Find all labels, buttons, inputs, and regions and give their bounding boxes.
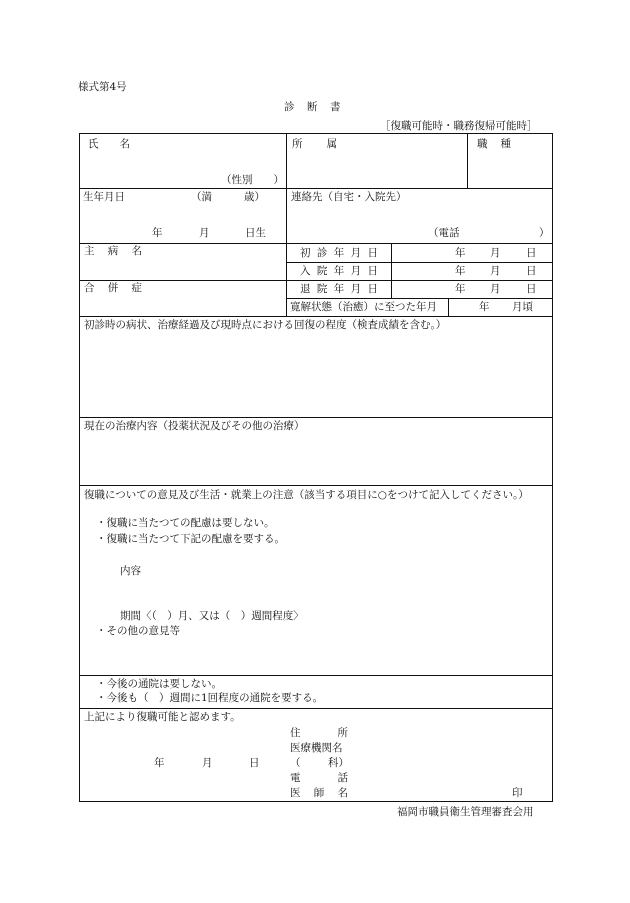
first-visit-month: 月 <box>490 247 501 259</box>
institution-label: 医療機関名 <box>290 742 343 754</box>
document-subtitle: ［復職可能時・職務復帰可能時］ <box>380 120 538 132</box>
divider <box>79 188 553 189</box>
complication-label: 合 併 症 <box>84 282 142 294</box>
divider <box>286 280 553 281</box>
age-close: 歳） <box>244 191 265 203</box>
discharge-day: 日 <box>526 283 537 295</box>
birth-month: 月 <box>199 227 210 239</box>
department-close: 科） <box>328 757 349 769</box>
doctor-phone-label: 電 話 <box>290 772 348 784</box>
no-visit-item: ・今後の通院は要しない。 <box>96 678 222 690</box>
divider <box>448 298 449 316</box>
no-consideration-item: ・復職に当たつての配慮は要しない。 <box>96 517 275 529</box>
opinion-section-label: 復職についての意見及び生活・就業上の注意（該当する項目に○をつけて記入してください。） <box>84 489 529 501</box>
treatment-section-label: 現在の治療内容（投薬状況及びその他の治療） <box>84 420 305 432</box>
birth-date-label: 生年月日 <box>83 191 125 203</box>
doctor-name-label: 医 師 名 <box>290 787 348 799</box>
divider <box>79 280 286 281</box>
admission-year: 年 <box>455 265 466 277</box>
first-visit-day: 日 <box>526 247 537 259</box>
admission-label: 入 院 年 月 日 <box>300 265 378 277</box>
footer-text: 福岡市職員衛生管理審査会用 <box>397 806 534 818</box>
divider <box>391 243 392 298</box>
affiliation-label: 所 属 <box>292 138 337 150</box>
divider <box>79 485 553 486</box>
discharge-label: 退 院 年 月 日 <box>300 283 378 295</box>
admission-day: 日 <box>526 265 537 277</box>
divider <box>286 262 553 263</box>
visit-required-item: ・今後も（ ）週間に1回程度の通院を要する。 <box>96 692 324 704</box>
doctor-address-label: 住 所 <box>290 727 348 739</box>
divider <box>79 316 553 317</box>
contact-label: 連絡先（自宅・入院先） <box>291 191 407 203</box>
phone-close: ） <box>539 227 550 239</box>
remission-month: 月頃 <box>512 301 533 313</box>
discharge-year: 年 <box>455 283 466 295</box>
divider <box>79 243 553 244</box>
divider <box>79 675 553 676</box>
first-visit-year: 年 <box>455 247 466 259</box>
divider <box>286 133 287 316</box>
remission-year: 年 <box>479 301 490 313</box>
divider <box>286 298 553 299</box>
name-label: 氏 名 <box>88 138 130 150</box>
birth-day: 日生 <box>245 227 266 239</box>
discharge-month: 月 <box>490 283 501 295</box>
birth-year: 年 <box>152 227 163 239</box>
other-opinion-item: ・その他の意見等 <box>96 625 180 637</box>
remission-label: 寛解状態（治癒）に至つた年月 <box>290 301 437 313</box>
form-number: 様式第4号 <box>78 81 127 93</box>
history-section-label: 初診時の病状、治療経過及び現時点における回復の程度（検査成績を含む。） <box>84 319 447 331</box>
consideration-needed-item: ・復職に当たつて下記の配慮を要する。 <box>96 533 285 545</box>
sign-month: 月 <box>202 757 213 769</box>
admission-month: 月 <box>490 265 501 277</box>
diagnosis-label: 主 病 名 <box>84 245 142 257</box>
document-title: 診 断 書 <box>284 101 342 113</box>
seal-label: 印 <box>512 787 523 799</box>
divider <box>79 417 553 418</box>
content-label: 内容 <box>120 565 141 577</box>
period-text: 期間〈（ ）月、又は（ ）週間程度〉 <box>120 610 304 622</box>
divider <box>467 133 468 188</box>
sign-year: 年 <box>154 757 165 769</box>
department-open: （ <box>290 757 301 769</box>
gender-label: （性別 ） <box>221 174 284 186</box>
phone-label: （電話 <box>428 227 460 239</box>
first-visit-label: 初 診 年 月 日 <box>300 247 378 259</box>
divider <box>79 708 553 709</box>
age-open: （満 <box>191 191 212 203</box>
conclusion-text: 上記により復職可能と認めます。 <box>84 711 241 723</box>
sign-day: 日 <box>249 757 260 769</box>
job-type-label: 職 種 <box>477 138 511 150</box>
